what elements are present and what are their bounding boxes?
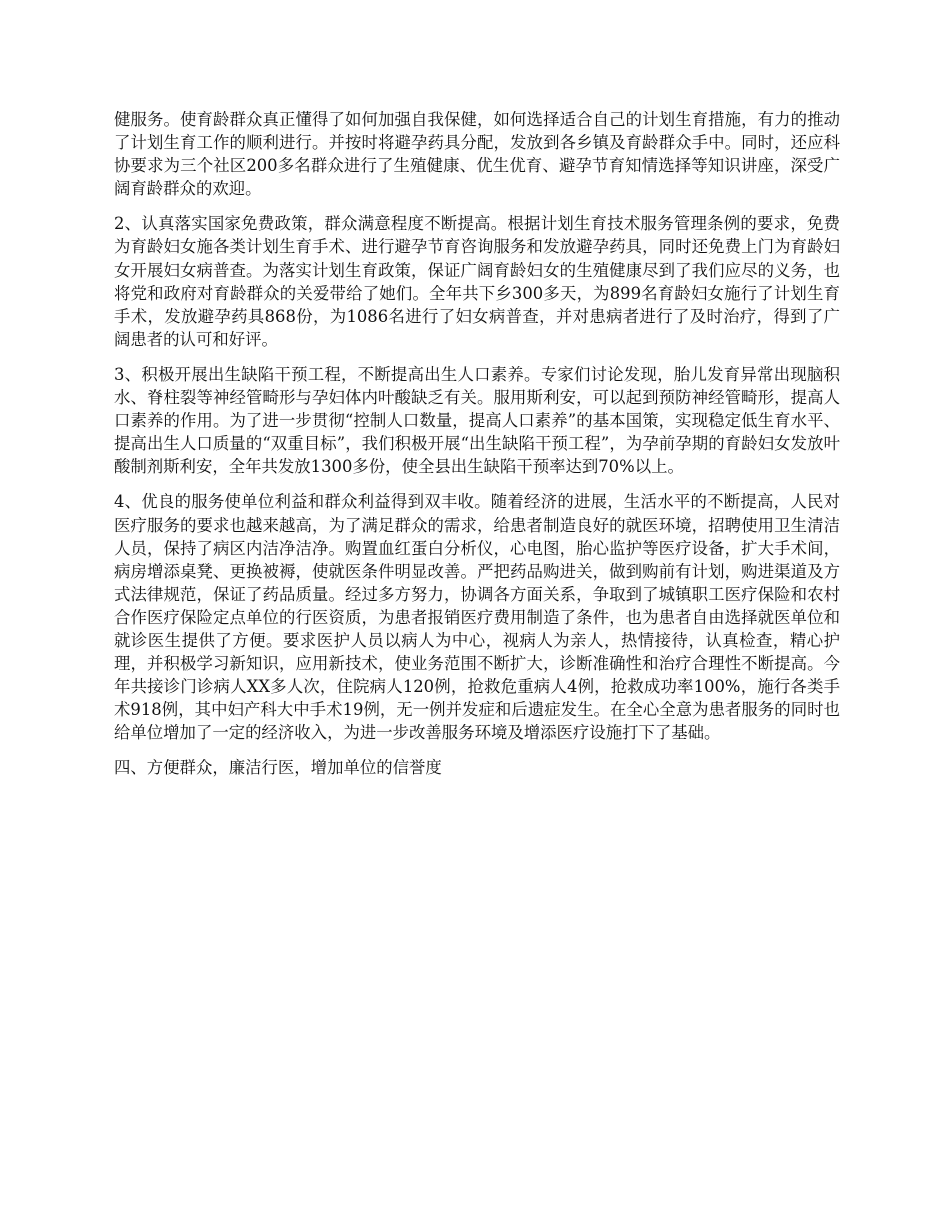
paragraph-free-policy: 2、认真落实国家免费政策，群众满意程度不断提高。根据计划生育技术服务管理条例的要求，免费为育龄妇女施各类计划生育手术、进行避孕节育咨询服务和发放避孕药具，同时还免费上门为育龄妇女开展妇女病普查。为落实计划生育政策，保证广阔育龄妇女的生殖健康尽到了我们应尽的义务，也将党和政府对育龄群众的关爱带给了她们。全年共下乡300多天，为899名育龄妇女施行了计划生育手术，发放避孕药具868份，为1086名进行了妇女病普查，并对患病者进行了及时治疗，得到了广阔患者的认可和好评。 xyxy=(114,214,840,349)
paragraph-birth-defect-intervention: 3、积极开展出生缺陷干预工程，不断提高出生人口素养。专家们讨论发现，胎儿发育异常出现脑积水、脊柱裂等神经管畸形与孕妇体内叶酸缺乏有关。服用斯利安，可以起到预防神经管畸形，提高人口素养的作用。为了进一步贯彻“控制人口数量，提高人口素养”的基本国策，实现稳定低生育水平、提高出生人口质量的“双重目标”，我们积极开展“出生缺陷干预工程”，为孕前孕期的育龄妇女发放叶酸制剂斯利安，全年共发放1300多份，使全县出生缺陷干预率达到70%以上。 xyxy=(114,364,840,477)
paragraph-quality-service: 4、优良的服务使单位利益和群众利益得到双丰收。随着经济的进展，生活水平的不断提高，人民对医疗服务的要求也越来越高，为了满足群众的需求，给患者制造良好的就医环境，招聘使用卫生清洁人员，保持了病区内洁净洁净。购置血红蛋白分析仪，心电图，胎心监护等医疗设备，扩大手术间，病房增添桌凳、更换被褥，使就医条件明显改善。严把药品购进关，做到购前有计划，购进渠道及方式法律规范，保证了药品质量。经过多方努力，协调各方面关系，争取到了城镇职工医疗保险和农村合作医疗保险定点单位的行医资质，为患者报销医疗费用制造了条件，也为患者自由选择就医单位和就诊医生提供了方便。要求医护人员以病人为中心，视病人为亲人，热情接待，认真检查，精心护理，并积极学习新知识，应用新技术，使业务范围不断扩大，诊断准确性和治疗合理性不断提高。今年共接诊门诊病人XX多人次，住院病人120例，抢救危重病人4例，抢救成功率100%，施行各类手术918例，其中妇产科大中手术19例，无一例并发症和后遗症发生。在全心全意为患者服务的同时也给单位增加了一定的经济收入，为进一步改善服务环境及增添医疗设施打下了基础。 xyxy=(114,492,840,743)
paragraph-health-service: 健服务。使育龄群众真正懂得了如何加强自我保健，如何选择适合自己的计划生育措施，有力的推动了计划生育工作的顺利进行。并按时将避孕药具分配，发放到各乡镇及育龄群众手中。同时，还应科协要求为三个社区200多名群众进行了生殖健康、优生优育、避孕节育知情选择等知识讲座，深受广阔育龄群众的欢迎。 xyxy=(114,110,840,199)
section-heading-four: 四、方便群众，廉洁行医，增加单位的信誉度 xyxy=(114,758,442,778)
